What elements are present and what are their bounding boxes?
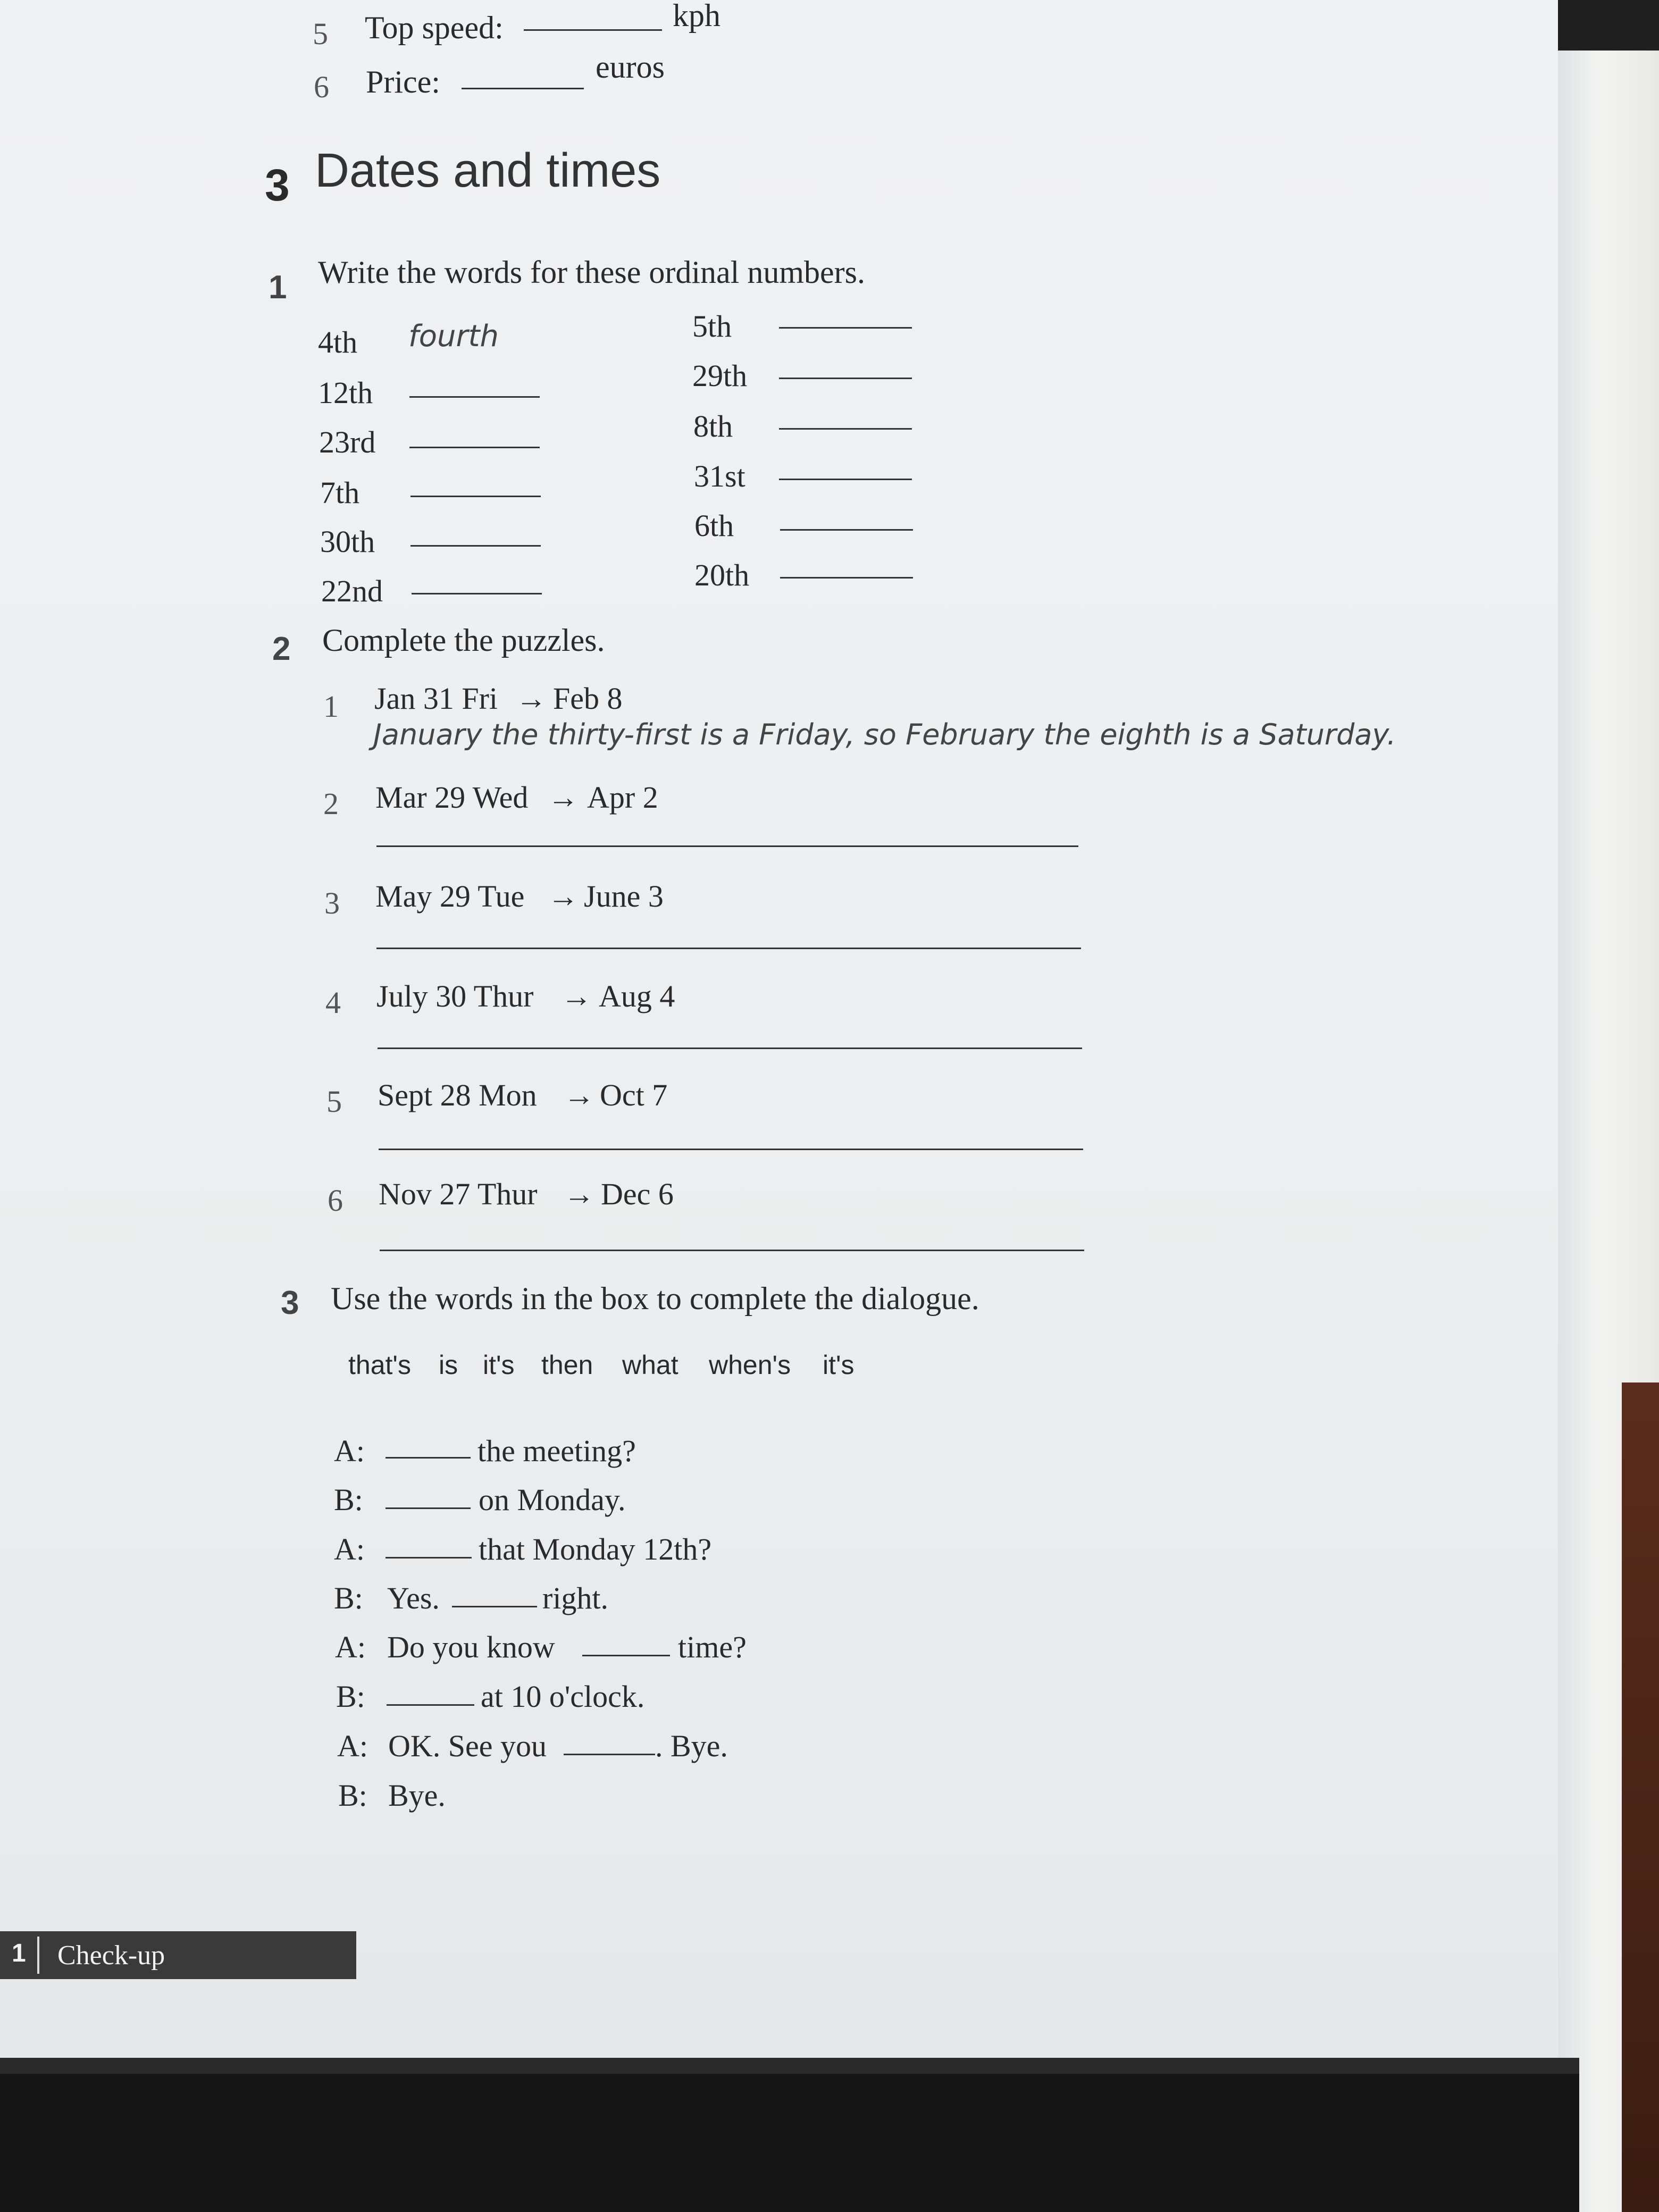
answer-blank[interactable] bbox=[582, 1655, 670, 1656]
ordinal: 7th bbox=[320, 475, 360, 510]
background-edge bbox=[1558, 0, 1659, 2212]
speaker: B: bbox=[334, 1581, 363, 1615]
answer-blank[interactable] bbox=[380, 1250, 1084, 1251]
answer-blank[interactable] bbox=[379, 1149, 1083, 1150]
arrow-icon: → bbox=[561, 979, 592, 1013]
dialogue-text-after: at 10 o'clock. bbox=[481, 1679, 645, 1714]
speaker: A: bbox=[335, 1630, 366, 1664]
answer-blank[interactable] bbox=[410, 496, 541, 497]
dialogue-text-before: Do you know bbox=[387, 1630, 555, 1664]
dialogue-text-after: right. bbox=[542, 1581, 609, 1615]
dialogue-text-after: on Monday. bbox=[479, 1482, 626, 1517]
puzzle-to: Apr 2 bbox=[587, 780, 658, 815]
answer-blank[interactable] bbox=[564, 1754, 655, 1755]
dialogue-text-after: the meeting? bbox=[477, 1434, 636, 1468]
dialogue-text-after: that Monday 12th? bbox=[479, 1532, 712, 1566]
dialogue-text-before: Bye. bbox=[388, 1778, 446, 1813]
exercise-number: 2 bbox=[272, 631, 291, 667]
answer-blank[interactable] bbox=[779, 428, 912, 430]
answer-blank[interactable] bbox=[779, 327, 912, 329]
word-box-word: what bbox=[622, 1350, 678, 1380]
arrow-icon: → bbox=[564, 1078, 594, 1112]
answer-blank[interactable] bbox=[524, 29, 662, 31]
item-number: 5 bbox=[313, 16, 328, 51]
answer-blank[interactable] bbox=[779, 378, 912, 379]
speaker: A: bbox=[334, 1434, 365, 1468]
puzzle-to: Dec 6 bbox=[601, 1177, 674, 1211]
arrow-icon: → bbox=[548, 879, 579, 914]
word-box-word: is bbox=[439, 1350, 458, 1380]
item-number: 6 bbox=[314, 70, 329, 104]
arrow-icon: → bbox=[516, 681, 547, 716]
word-box-word: it's bbox=[483, 1350, 515, 1380]
word-box-word: it's bbox=[823, 1350, 854, 1380]
example-answer: fourth bbox=[408, 319, 499, 354]
item-unit: euros bbox=[596, 49, 665, 85]
ordinal: 31st bbox=[694, 459, 745, 493]
ordinal: 29th bbox=[692, 358, 748, 393]
puzzle-to: Aug 4 bbox=[599, 979, 675, 1013]
puzzle-from: Jan 31 Fri bbox=[374, 681, 498, 716]
page-number: 1 bbox=[12, 1939, 26, 1967]
dialogue-text-after: time? bbox=[678, 1630, 747, 1664]
exercise-instruction: Use the words in the box to complete the dialogue. bbox=[331, 1281, 979, 1316]
speaker: B: bbox=[338, 1778, 367, 1813]
answer-blank[interactable] bbox=[452, 1606, 537, 1607]
ordinal: 30th bbox=[320, 524, 375, 559]
ordinal: 22nd bbox=[321, 574, 383, 608]
speaker: B: bbox=[336, 1679, 365, 1714]
puzzle-number: 3 bbox=[324, 886, 340, 920]
answer-blank[interactable] bbox=[779, 479, 912, 480]
exercise-number: 3 bbox=[281, 1285, 299, 1321]
bottom-dark-band bbox=[0, 2058, 1579, 2212]
arrow-icon: → bbox=[548, 780, 579, 815]
answer-blank[interactable] bbox=[387, 1704, 474, 1706]
puzzle-number: 4 bbox=[325, 985, 341, 1020]
exercise-instruction: Write the words for these ordinal numbers. bbox=[318, 255, 865, 290]
section-number: 3 bbox=[265, 160, 290, 210]
puzzle-from: July 30 Thur bbox=[376, 979, 534, 1013]
section-title: Dates and times bbox=[315, 144, 661, 197]
speaker: A: bbox=[337, 1729, 368, 1763]
puzzle-from: Nov 27 Thur bbox=[379, 1177, 538, 1211]
puzzle-number: 5 bbox=[326, 1084, 342, 1119]
speaker: B: bbox=[334, 1482, 363, 1517]
answer-blank[interactable] bbox=[780, 577, 913, 579]
ordinal: 4th bbox=[318, 325, 358, 359]
ordinal: 5th bbox=[692, 309, 732, 343]
answer-blank[interactable] bbox=[386, 1457, 471, 1459]
puzzle-to: Oct 7 bbox=[600, 1078, 668, 1112]
answer-blank[interactable] bbox=[376, 948, 1081, 949]
puzzle-number: 1 bbox=[323, 689, 339, 724]
word-box-word: that's bbox=[348, 1350, 411, 1380]
answer-blank[interactable] bbox=[410, 545, 541, 547]
item-label: Top speed: bbox=[365, 10, 504, 45]
ordinal: 23rd bbox=[319, 425, 376, 459]
ordinal: 8th bbox=[693, 409, 733, 443]
exercise-number: 1 bbox=[269, 269, 287, 306]
item-label: Price: bbox=[366, 64, 440, 99]
puzzle-number: 6 bbox=[328, 1183, 343, 1218]
answer-blank[interactable] bbox=[376, 845, 1078, 847]
dialogue-text-after: . Bye. bbox=[655, 1729, 728, 1763]
footer-tab bbox=[0, 1931, 356, 1979]
puzzle-from: May 29 Tue bbox=[375, 879, 525, 914]
answer-blank[interactable] bbox=[780, 529, 913, 531]
puzzle-from: Sept 28 Mon bbox=[378, 1078, 537, 1112]
ordinal: 20th bbox=[694, 558, 750, 592]
ordinal: 12th bbox=[318, 375, 373, 410]
puzzle-from: Mar 29 Wed bbox=[375, 780, 529, 815]
puzzle-to: Feb 8 bbox=[553, 681, 623, 716]
speaker: A: bbox=[334, 1532, 365, 1566]
item-unit: kph bbox=[673, 0, 720, 33]
footer-label: Check-up bbox=[57, 1940, 165, 1971]
word-box-word: then bbox=[541, 1350, 593, 1380]
ordinal: 6th bbox=[694, 508, 734, 543]
corner-shadow bbox=[1558, 0, 1659, 51]
answer-blank[interactable] bbox=[409, 396, 540, 398]
answer-blank[interactable] bbox=[386, 1507, 471, 1509]
example-answer: January the thirty-first is a Friday, so February the eighth is a Saturday. bbox=[373, 718, 1396, 751]
answer-blank[interactable] bbox=[386, 1557, 472, 1559]
dialogue-text-before: OK. See you bbox=[388, 1729, 547, 1763]
answer-blank[interactable] bbox=[409, 447, 540, 448]
exercise-instruction: Complete the puzzles. bbox=[322, 623, 605, 658]
answer-blank[interactable] bbox=[412, 593, 542, 594]
answer-blank[interactable] bbox=[462, 88, 584, 89]
dialogue-text-before: Yes. bbox=[387, 1581, 440, 1615]
answer-blank[interactable] bbox=[378, 1048, 1082, 1049]
word-box-word: when's bbox=[709, 1350, 791, 1380]
puzzle-number: 2 bbox=[323, 786, 339, 821]
puzzle-to: June 3 bbox=[584, 879, 664, 914]
arrow-icon: → bbox=[564, 1177, 594, 1211]
